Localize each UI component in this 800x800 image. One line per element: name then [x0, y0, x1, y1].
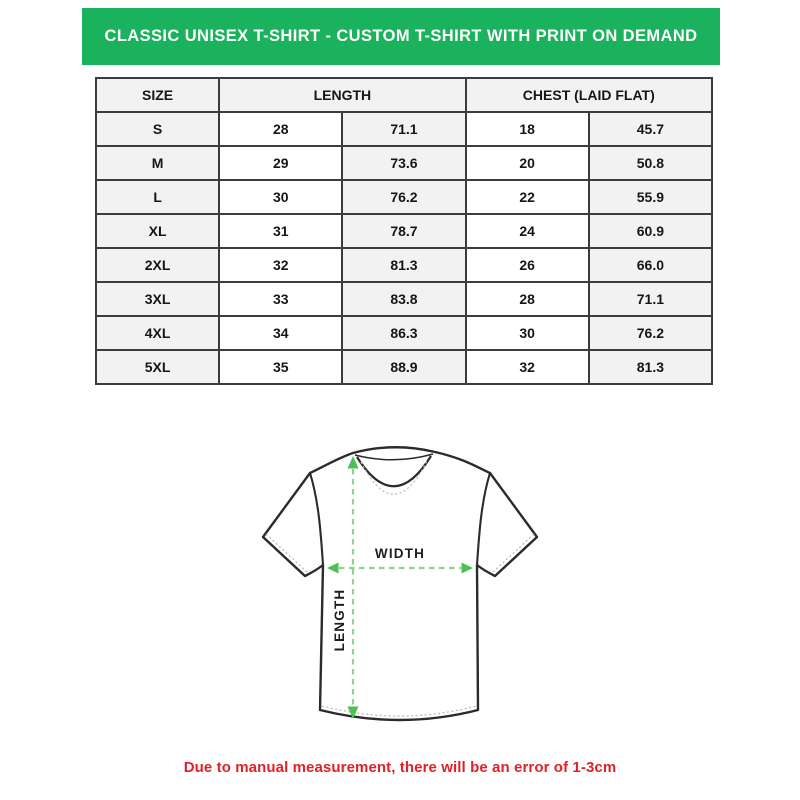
cell-chest-cm: 60.9 — [589, 214, 712, 248]
cell-chest-cm: 81.3 — [589, 350, 712, 384]
table-header-row — [96, 78, 712, 112]
cell-chest-cm: 45.7 — [589, 112, 712, 146]
header-chest: CHEST (LAID FLAT) — [466, 78, 712, 112]
table-row — [96, 146, 712, 180]
cell-length-cm: 83.8 — [342, 282, 465, 316]
cell-length-cm: 81.3 — [342, 248, 465, 282]
table-header — [96, 78, 712, 112]
table-row — [96, 316, 712, 350]
table-row — [96, 350, 712, 384]
cell-chest-cm: 71.1 — [589, 282, 712, 316]
length-label: LENGTH — [332, 588, 347, 652]
cell-size: 4XL — [96, 316, 219, 350]
tshirt-measurement-diagram — [240, 430, 560, 750]
header-length: LENGTH — [219, 78, 465, 112]
cell-chest-cm: 76.2 — [589, 316, 712, 350]
cell-size: 3XL — [96, 282, 219, 316]
cell-length-cm: 88.9 — [342, 350, 465, 384]
cell-chest-in: 32 — [466, 350, 589, 384]
cell-length-cm: 86.3 — [342, 316, 465, 350]
cell-length-in: 31 — [219, 214, 342, 248]
cell-chest-cm: 55.9 — [589, 180, 712, 214]
cell-length-in: 29 — [219, 146, 342, 180]
cell-length-in: 28 — [219, 112, 342, 146]
cell-chest-in: 18 — [466, 112, 589, 146]
cell-chest-in: 30 — [466, 316, 589, 350]
size-chart-table — [95, 77, 713, 385]
cell-size: S — [96, 112, 219, 146]
cell-chest-in: 22 — [466, 180, 589, 214]
title-banner — [82, 8, 720, 65]
cell-length-cm: 78.7 — [342, 214, 465, 248]
cell-chest-in: 20 — [466, 146, 589, 180]
cell-size: 2XL — [96, 248, 219, 282]
cell-chest-in: 28 — [466, 282, 589, 316]
cell-length-in: 35 — [219, 350, 342, 384]
cell-length-cm: 73.6 — [342, 146, 465, 180]
table-row — [96, 248, 712, 282]
table-row — [96, 282, 712, 316]
cell-chest-cm: 66.0 — [589, 248, 712, 282]
cell-chest-cm: 50.8 — [589, 146, 712, 180]
width-label: WIDTH — [374, 546, 426, 561]
table-row — [96, 180, 712, 214]
cell-length-in: 32 — [219, 248, 342, 282]
page-title: CLASSIC UNISEX T-SHIRT - CUSTOM T-SHIRT WITH PRINT ON DEMAND — [104, 27, 698, 45]
table-row — [96, 214, 712, 248]
cell-chest-in: 24 — [466, 214, 589, 248]
cell-length-in: 30 — [219, 180, 342, 214]
measurement-disclaimer: Due to manual measurement, there will be an error of 1-3cm — [183, 759, 617, 776]
header-size: SIZE — [96, 78, 219, 112]
cell-length-in: 33 — [219, 282, 342, 316]
cell-size: 5XL — [96, 350, 219, 384]
cell-size: XL — [96, 214, 219, 248]
cell-length-in: 34 — [219, 316, 342, 350]
cell-size: M — [96, 146, 219, 180]
table-row — [96, 112, 712, 146]
cell-length-cm: 76.2 — [342, 180, 465, 214]
cell-length-cm: 71.1 — [342, 112, 465, 146]
cell-size: L — [96, 180, 219, 214]
cell-chest-in: 26 — [466, 248, 589, 282]
tshirt-outline — [263, 447, 537, 720]
